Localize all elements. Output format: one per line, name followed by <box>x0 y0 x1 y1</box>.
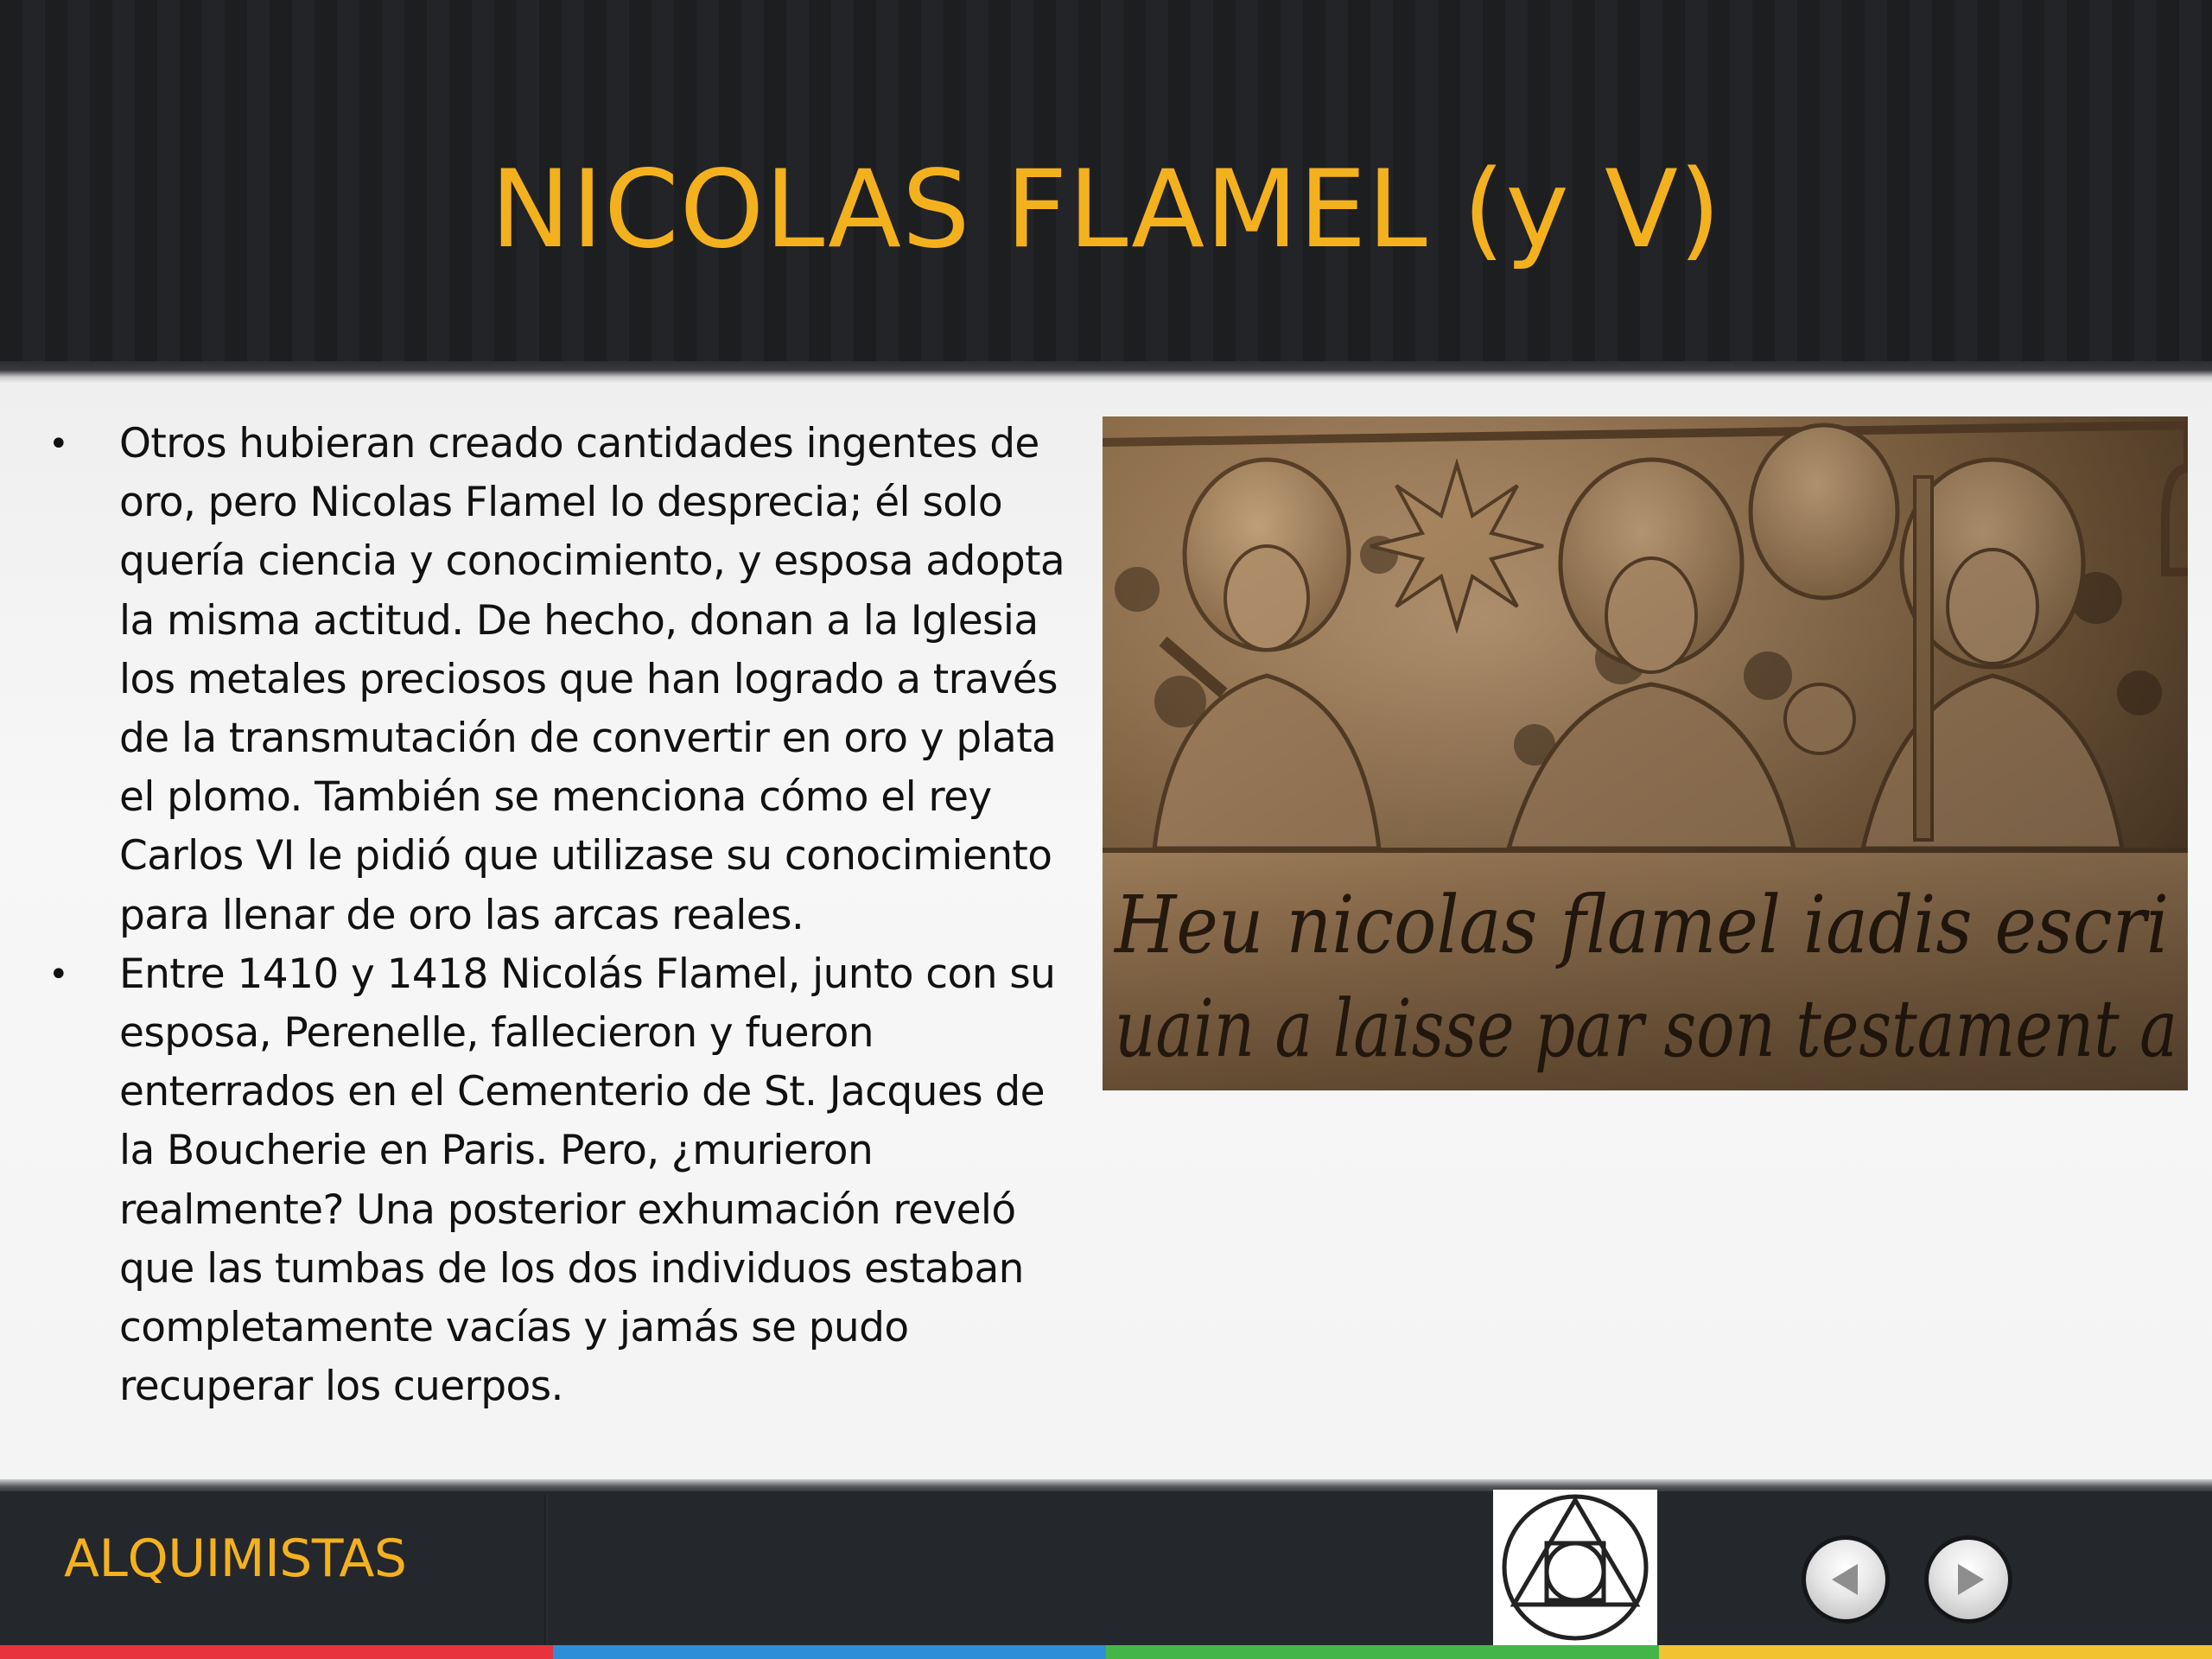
bullet-list <box>41 415 1078 1416</box>
bullet-text: Otros hubieran creado cantidades ingentes de oro, pero Nicolas Flamel lo desprecia; él solo quería ciencia y conocimiento, y esposa adopta la misma actitud. De hecho, donan a la Iglesia los metales preciosos que han logrado a través de la transmutación de convertir en oro y plata el plomo. También se menciona cómo el rey Carlos VI le pidió que utilizase su conocimiento para llenar de oro las arcas reales. <box>119 420 1065 939</box>
next-slide-button[interactable] <box>1929 1540 2008 1619</box>
color-bar-green <box>1106 1645 1659 1659</box>
bullet-text: Entre 1410 y 1418 Nicolás Flamel, junto con su esposa, Perenelle, fallecieron y fueron enterrados en el Cementerio de St. Jacques de la Boucherie en Paris. Pero, ¿murieron realmente? Una posterior exhumación reveló que las tumbas de los dos individuos estaban completamente vacías y jamás se pudo recuperar los cuerpos. <box>119 950 1056 1411</box>
header-divider <box>0 361 2212 384</box>
color-bar-red <box>0 1645 553 1659</box>
prev-arrow-icon <box>1806 1540 1885 1619</box>
bullet-marker: • <box>48 954 68 995</box>
color-accent-bar <box>0 1645 2212 1659</box>
footer-separator <box>544 1495 548 1647</box>
alchemy-symbol-icon <box>1493 1490 1657 1645</box>
bullet-item <box>41 415 1078 945</box>
next-arrow-icon <box>1929 1540 2008 1619</box>
slide-title: NICOLAS FLAMEL (y V) <box>490 148 1722 272</box>
bullet-marker: • <box>48 424 68 464</box>
previous-slide-button[interactable] <box>1806 1540 1885 1619</box>
footer-label: ALQUIMISTAS <box>64 1529 407 1589</box>
color-bar-yellow <box>1659 1645 2212 1659</box>
flamel-tombstone-image <box>1103 416 2188 1090</box>
bullet-item <box>41 945 1078 1417</box>
color-bar-blue <box>553 1645 1106 1659</box>
